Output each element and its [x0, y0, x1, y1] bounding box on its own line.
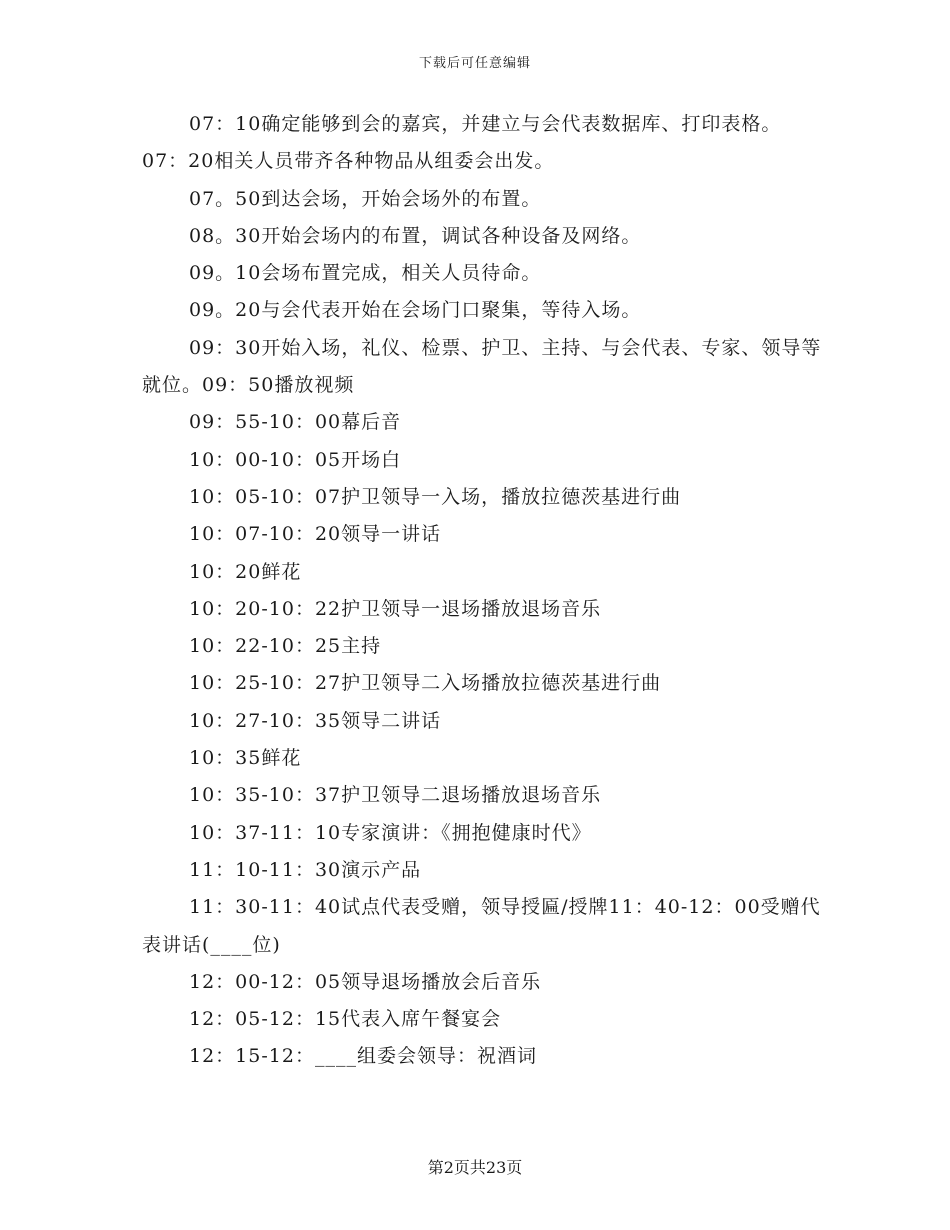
paragraph: 10：20-10：22护卫领导一退场播放退场音乐: [189, 597, 602, 620]
paragraph: 09。10会场布置完成，相关人员待命。: [189, 262, 542, 285]
paragraph: 07：10确定能够到会的嘉宾，并建立与会代表数据库、打印表格。: [189, 113, 782, 135]
document-body: [142, 106, 822, 1076]
paragraph: 12：05-12：15代表入席午餐宴会: [189, 1008, 502, 1031]
page-footer: 第2页共23页: [427, 1158, 523, 1177]
paragraph: 08。30开始会场内的布置，调试各种设备及网络。: [189, 224, 642, 247]
paragraph: 09。20与会代表开始在会场门口聚集，等待入场。: [189, 299, 642, 322]
paragraph: 10：22-10：25主持: [189, 635, 382, 658]
paragraph: 07：20相关人员带齐各种物品从组委会出发。: [142, 150, 555, 173]
paragraph: 12：15-12：____组委会领导：祝酒词: [189, 1045, 537, 1068]
paragraph: 10：05-10：07护卫领导一入场，播放拉德茨基进行曲: [189, 485, 682, 508]
page-header: 下载后可任意编辑: [418, 56, 531, 71]
paragraph: 11：10-11：30演示产品: [189, 858, 422, 881]
paragraph: 09：55-10：00幕后音: [189, 411, 402, 434]
paragraph: 10：07-10：20领导一讲话: [189, 523, 442, 546]
paragraph: 12：00-12：05领导退场播放会后音乐: [189, 970, 542, 993]
paragraph: 11：30-11：40试点代表受赠，领导授匾/授牌11：40-12：00受赠代表讲话(____位): [142, 896, 821, 956]
paragraph: 10：37-11：10专家演讲：《拥抱健康时代》: [189, 821, 592, 844]
paragraph: 10：35鲜花: [189, 747, 302, 770]
paragraph: 10：27-10：35领导二讲话: [189, 709, 442, 732]
paragraph: 10：35-10：37护卫领导二退场播放退场音乐: [189, 784, 602, 807]
paragraph: 07。50到达会场，开始会场外的布置。: [189, 187, 542, 210]
paragraph: 10：00-10：05开场白: [189, 448, 402, 471]
paragraph: 10：25-10：27护卫领导二入场播放拉德茨基进行曲: [189, 672, 662, 695]
paragraph: 10：20鲜花: [189, 560, 302, 583]
paragraph: 09：30开始入场，礼仪、检票、护卫、主持、与会代表、专家、领导等就位。09：50播放视频: [142, 336, 822, 397]
